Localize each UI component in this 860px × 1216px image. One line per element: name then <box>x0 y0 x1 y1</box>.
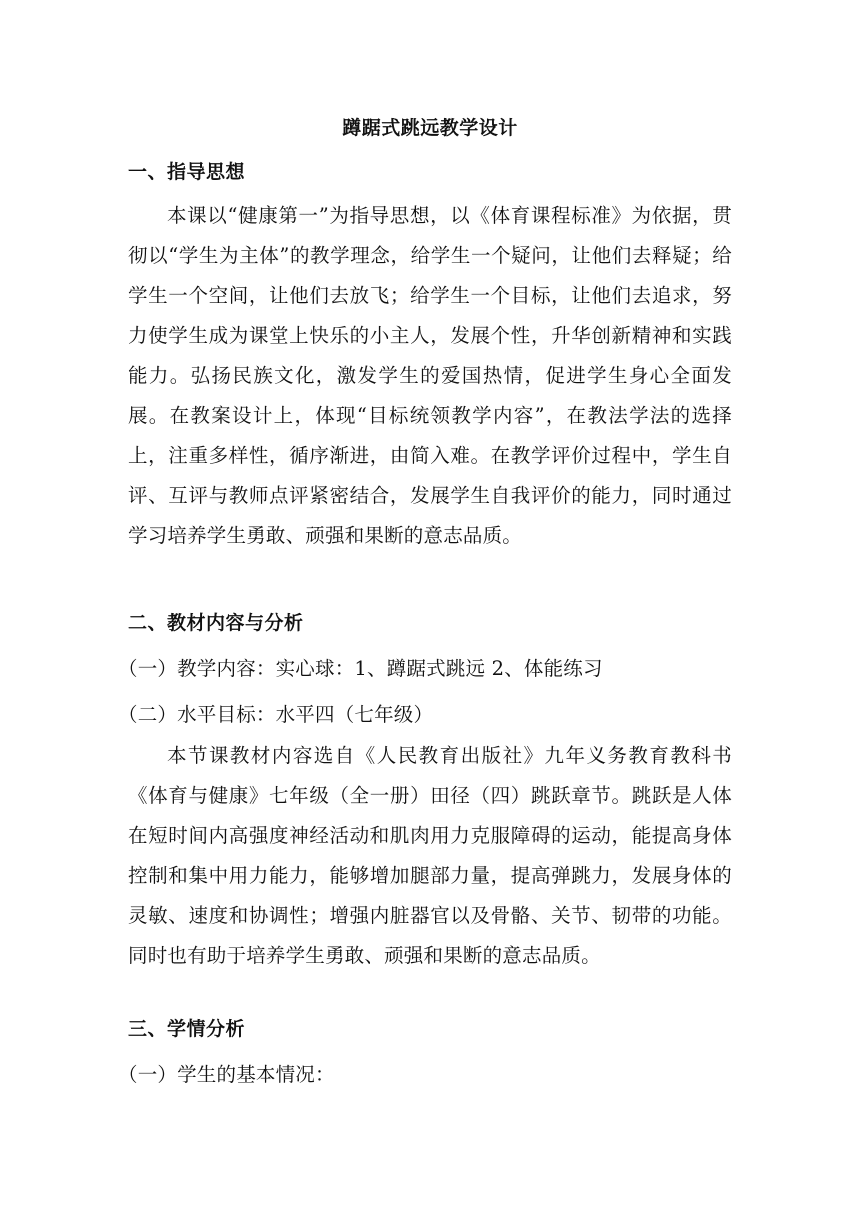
paragraph-guiding-ideology: 本课以“健康第一”为指导思想，以《体育课程标准》为依据，贯彻以“学生为主体”的教学理念，给学生一个疑问，让他们去释疑；给学生一个空间，让他们去放飞；给学生一个目标，让他们去追求，努力使学生成为课堂上快乐的小主人，发展个性，升华创新精神和实践能力。弘扬民族文化，激发学生的爱国热情，促进学生身心全面发展。在教案设计上，体现“目标统领教学内容”，在教法学法的选择上，注重多样性，循序渐进，由简入难。在教学评价过程中，学生自评、互评与教师点评紧密结合，发展学生自我评价的能力，同时通过学习培养学生勇敢、顽强和果断的意志品质。 <box>128 204 732 547</box>
paragraph-textbook-analysis: 本节课教材内容选自《人民教育出版社》九年义务教育教科书《体育与健康》七年级（全一册）田径（四）跳跃章节。跳跃是人体在短时间内高强度神经活动和肌肉用力克服障碍的运动，能提高身体控制和集中用力能力，能够增加腿部力量，提高弹跳力，发展身体的灵敏、速度和协调性；增强内脏器官以及骨骼、关节、韧带的功能。同时也有助于培养学生勇敢、顽强和果断的意志品质。 <box>128 744 732 967</box>
teaching-content-item: （一）教学内容：实心球：1、蹲踞式跳远 2、体能练习 <box>118 657 603 680</box>
section-heading-guiding-ideology: 一、指导思想 <box>128 161 246 183</box>
level-target-item: （二）水平目标：水平四（七年级） <box>118 703 434 726</box>
section-heading-textbook-analysis: 二、教材内容与分析 <box>128 612 304 634</box>
student-basics-item: （一）学生的基本情况： <box>118 1063 335 1086</box>
section-heading-student-analysis: 三、学情分析 <box>128 1018 246 1040</box>
document-title: 蹲踞式跳远教学设计 <box>342 117 518 139</box>
